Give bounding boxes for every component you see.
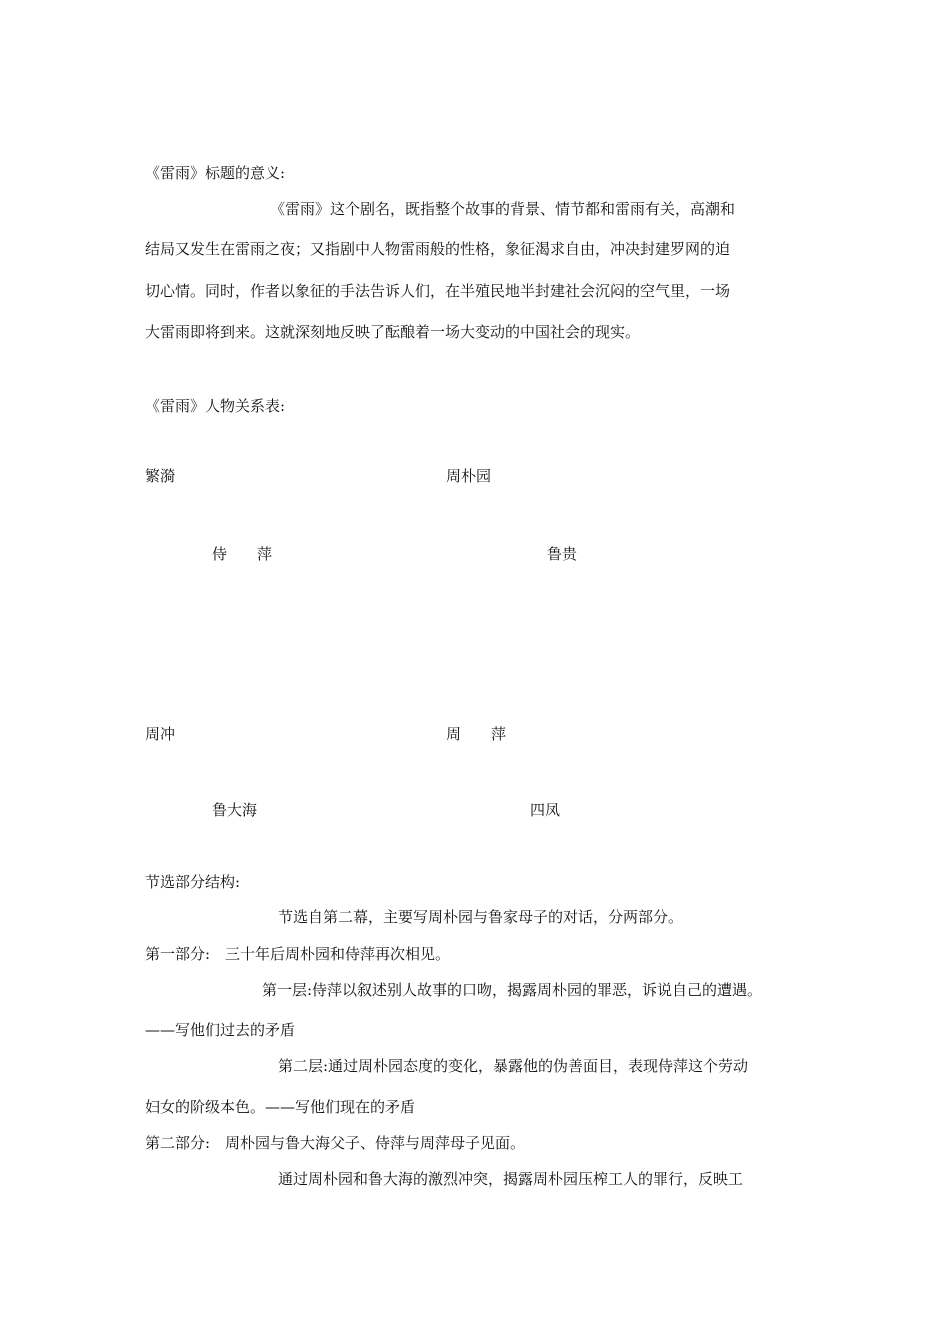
character-zhou-ping: 周 萍 xyxy=(446,725,507,743)
structure-part2-text: 通过周朴园和鲁大海的激烈冲突，揭露周朴园压榨工人的罪行，反映工 xyxy=(278,1170,744,1188)
character-sifeng: 四凤 xyxy=(530,801,561,819)
character-zhou-puyuan: 周朴园 xyxy=(446,467,492,485)
structure-layer2-cont: 妇女的阶级本色。——写他们现在的矛盾 xyxy=(145,1098,416,1116)
structure-layer1: 第一层:侍萍以叙述别人故事的口吻，揭露周朴园的罪恶，诉说自己的遭遇。 xyxy=(262,981,763,999)
structure-layer1-note: ——写他们过去的矛盾 xyxy=(145,1021,296,1039)
character-lu-dahai: 鲁大海 xyxy=(212,801,258,819)
character-fanyi: 繁漪 xyxy=(145,467,176,485)
paragraph-line: 切心情。同时，作者以象征的手法告诉人们，在半殖民地半封建社会沉闷的空气里，一场 xyxy=(145,282,731,300)
character-lugui: 鲁贵 xyxy=(547,545,578,563)
structure-layer2: 第二层:通过周朴园态度的变化，暴露他的伪善面目，表现侍萍这个劳动 xyxy=(278,1057,749,1075)
character-shiping: 侍 萍 xyxy=(212,545,273,563)
structure-part1: 第一部分: 三十年后周朴园和侍萍再次相见。 xyxy=(145,945,451,963)
paragraph-line: 大雷雨即将到来。这就深刻地反映了酝酿着一场大变动的中国社会的现实。 xyxy=(145,323,641,341)
section-heading-relationship: 《雷雨》人物关系表: xyxy=(145,397,286,415)
section-heading-title-meaning: 《雷雨》标题的意义: xyxy=(145,164,286,182)
paragraph-line: 《雷雨》这个剧名，既指整个故事的背景、情节都和雷雨有关，高潮和 xyxy=(270,200,736,218)
structure-intro: 节选自第二幕，主要写周朴园与鲁家母子的对话，分两部分。 xyxy=(278,908,684,926)
section-heading-structure: 节选部分结构: xyxy=(145,873,241,891)
paragraph-line: 结局又发生在雷雨之夜；又指剧中人物雷雨般的性格，象征渴求自由，冲决封建罗网的迫 xyxy=(145,240,731,258)
character-zhou-chong: 周冲 xyxy=(145,725,176,743)
structure-part2: 第二部分: 周朴园与鲁大海父子、侍萍与周萍母子见面。 xyxy=(145,1134,526,1152)
